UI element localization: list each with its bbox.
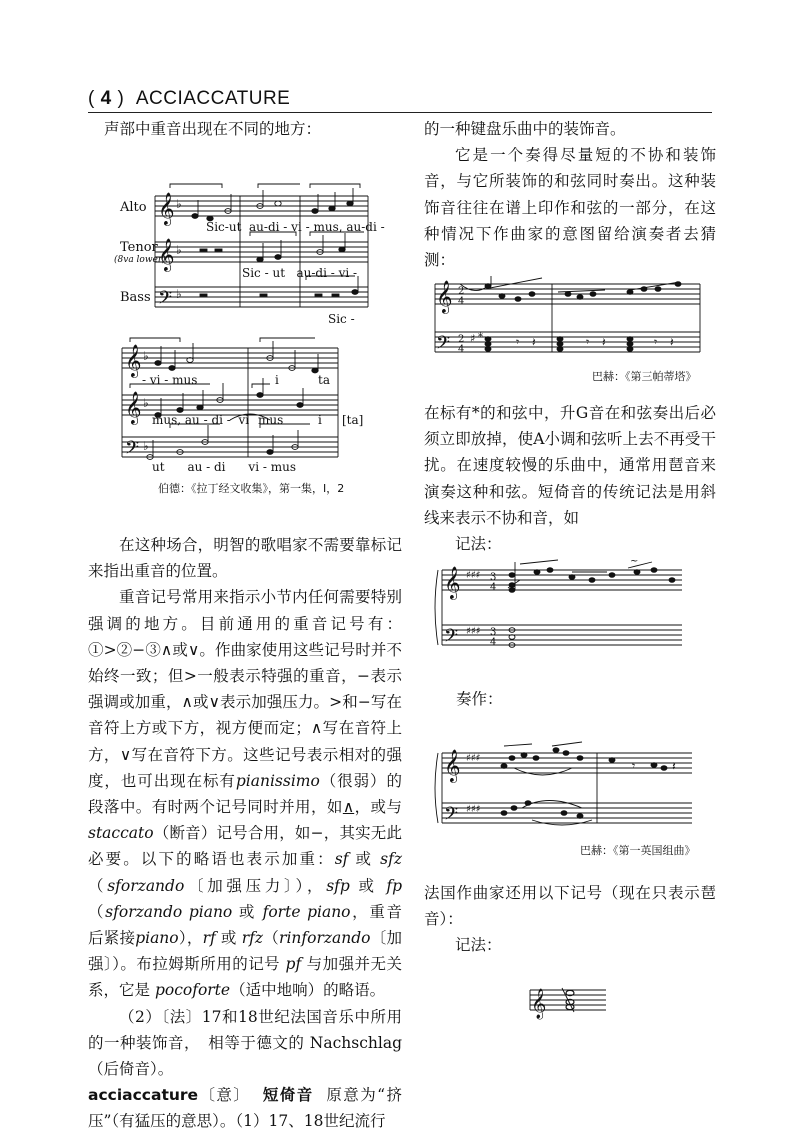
left-body bbox=[88, 532, 402, 1135]
svg-text:♭: ♭ bbox=[143, 439, 149, 453]
voice-label-bass: Bass bbox=[120, 290, 151, 305]
left-para1: 在这种场合，明智的歌唱家不需要靠标记来指出重音的位置。 bbox=[88, 536, 402, 581]
page-title: ACCIACCATURE bbox=[135, 88, 291, 109]
label-notation: 记法： bbox=[455, 535, 502, 554]
svg-text:♯♯♯: ♯♯♯ bbox=[466, 804, 481, 815]
lyrics-alto-2c: ta bbox=[318, 373, 330, 387]
left-intro bbox=[104, 116, 409, 142]
french-arpeggio-sign bbox=[526, 976, 616, 1026]
svg-text:𝄽: 𝄽 bbox=[602, 335, 606, 349]
bach-partita-score bbox=[430, 272, 710, 382]
svg-text:♯♯♯: ♯♯♯ bbox=[466, 570, 481, 581]
right-bottom-text bbox=[424, 880, 716, 959]
right-para2: 它是一个奏得尽量短的不协和装饰音，与它所装饰的和弦同时奏出。这种装饰音往往在谱上印作和弦的一部分，在这种情况下作曲家的意图留给演奏者去猜测： bbox=[424, 146, 716, 270]
svg-text:4: 4 bbox=[458, 344, 465, 355]
right-para1: 的一种键盘乐曲中的装饰音。 bbox=[424, 120, 626, 138]
svg-text:𝄞: 𝄞 bbox=[125, 391, 142, 424]
left-para2: 重音记号常用来指示小节内任何需要特别强调的地方。目前通用的重音记号有：①>②−③∧或∨。作曲家使用这些记号时并不始终一致；但>一般表示特强的重音，−表示强调或加重，∧或∨表示加强压力。>和−写在音符上方或下方，视方便而定；∧写在音符上方，∨写在音符下方。这些记号表示相对的强度，也可出现在标有pianissimo（很弱）的段落中。有时两个记号同时并用，如∧，或与staccato（断音）记号合用，如−，其实无此必要。以下的略语也表示加重：sf 或 sfz（sforzando〔加强压力〕），sfp 或 fp（sforzando piano 或 forte piano，重音后紧接piano），rf 或 rfz（rinforzando〔加强〕）。布拉姆斯所用的记号 pf 与加强并无关系，它是 pocoforte（适中地响）的略语。 bbox=[88, 588, 402, 1000]
voice-label-tenor: Tenor bbox=[120, 240, 158, 255]
svg-text:♭: ♭ bbox=[176, 243, 182, 257]
svg-text:𝄢: 𝄢 bbox=[444, 626, 459, 651]
entry-term: acciaccature bbox=[88, 1086, 199, 1105]
right-mid-text bbox=[424, 400, 716, 557]
voice-label-alto: Alto bbox=[120, 200, 147, 215]
header-rule bbox=[88, 112, 712, 113]
svg-text:𝄽: 𝄽 bbox=[672, 759, 676, 773]
svg-text:𝄞: 𝄞 bbox=[444, 566, 461, 599]
svg-text:2: 2 bbox=[458, 286, 465, 297]
page-header: ( 4 ) ACCIACCATURE bbox=[88, 88, 291, 109]
svg-text:♭: ♭ bbox=[143, 396, 149, 410]
acciaccatura-notation-score bbox=[432, 550, 692, 670]
svg-text:*: * bbox=[478, 332, 483, 343]
lyrics-tenor-2c: i bbox=[318, 413, 322, 427]
svg-text:𝄾: 𝄾 bbox=[586, 335, 590, 349]
svg-text:𝄞: 𝄞 bbox=[158, 192, 175, 225]
lyrics-bass-2: ut au - di vi - mus bbox=[152, 460, 296, 474]
svg-text:𝄞: 𝄞 bbox=[444, 749, 461, 782]
svg-text:3: 3 bbox=[490, 572, 497, 583]
svg-text:𝄞: 𝄞 bbox=[125, 344, 142, 377]
svg-text:𝄾: 𝄾 bbox=[654, 335, 658, 349]
english-suite-caption: 巴赫：《第一英国组曲》 bbox=[580, 844, 696, 857]
svg-text:3: 3 bbox=[490, 627, 497, 638]
acciaccatura-played-score bbox=[432, 738, 702, 848]
lyrics-alto-2b: i bbox=[275, 373, 279, 387]
right-top-text bbox=[424, 116, 716, 273]
svg-text:♯♯♯: ♯♯♯ bbox=[466, 626, 481, 637]
svg-text:𝄞: 𝄞 bbox=[531, 989, 547, 1019]
bass-staff bbox=[155, 287, 368, 307]
svg-text:♭: ♭ bbox=[176, 287, 182, 301]
svg-text:♯♯♯: ♯♯♯ bbox=[466, 753, 481, 764]
partita-caption: 巴赫：《第三帕蒂塔》 bbox=[592, 370, 697, 383]
svg-text:4: 4 bbox=[490, 637, 497, 648]
page-number: 4 bbox=[100, 88, 112, 109]
svg-text:𝄾: 𝄾 bbox=[516, 335, 520, 349]
lyrics-tenor-2d: [ta] bbox=[342, 413, 364, 427]
svg-text:♭: ♭ bbox=[176, 197, 182, 211]
left-para3: （2）〔法〕17和18世纪法国音乐中所用的一种装饰音， 相等于德文的 Nachschlag（后倚音）。 bbox=[88, 1007, 402, 1079]
alto-staff bbox=[155, 196, 368, 216]
intro-text: 声部中重音出现在不同的地方： bbox=[104, 120, 322, 138]
svg-text:𝄢: 𝄢 bbox=[436, 333, 451, 358]
lyrics-tenor-2b: mus bbox=[258, 413, 284, 427]
svg-text:𝄾: 𝄾 bbox=[632, 759, 636, 773]
lyrics-alto-2a: - vi - mus bbox=[142, 373, 198, 387]
right-para4: 法国作曲家还用以下记号（现在只表示琶音）： bbox=[424, 884, 716, 929]
lyrics-bass-1: Sic - bbox=[328, 312, 355, 326]
svg-text:𝄞: 𝄞 bbox=[436, 280, 453, 313]
lyrics-tenor-1: Sic - ut au-di - vi - bbox=[242, 266, 358, 280]
svg-text:𝄢: 𝄢 bbox=[444, 804, 459, 829]
svg-text:𝄢: 𝄢 bbox=[125, 438, 140, 463]
lyrics-alto-1: Sic-ut au-di - vi - mus, au-di - bbox=[206, 220, 385, 234]
label-notation2: 记法： bbox=[455, 936, 502, 955]
svg-text:𝄢: 𝄢 bbox=[158, 288, 173, 313]
voice-label-8va: (8va lower) bbox=[114, 255, 166, 265]
label-played: 奏作： bbox=[456, 690, 503, 708]
lyrics-tenor-2a: mus, au - di - vi bbox=[152, 413, 250, 427]
svg-text:𝄞: 𝄞 bbox=[158, 238, 175, 271]
svg-text:4: 4 bbox=[490, 582, 497, 593]
svg-text:𝄽: 𝄽 bbox=[532, 335, 536, 349]
svg-text:𝄽: 𝄽 bbox=[670, 335, 674, 349]
byrd-caption: 伯德：《拉丁经文收集》，第一集，Ⅰ，2 bbox=[158, 482, 345, 495]
svg-text:♭: ♭ bbox=[143, 349, 149, 363]
svg-text:~: ~ bbox=[630, 556, 639, 567]
svg-text:4: 4 bbox=[458, 296, 465, 307]
svg-text:♯: ♯ bbox=[470, 332, 476, 345]
right-para3: 在标有*的和弦中，升G音在和弦奏出后必须立即放掉，使A小调和弦听上去不再受干扰。在速度较慢的乐曲中，通常用琶音来演奏这种和弦。短倚音的传统记法是用斜线来表示不协和音，如 bbox=[424, 404, 716, 527]
svg-text:2: 2 bbox=[458, 334, 465, 345]
entry-acciaccature: acciaccature〔意〕 短倚音 原意为“挤压”（有猛压的意思）。（1）17、18世纪流行 bbox=[88, 1086, 402, 1131]
